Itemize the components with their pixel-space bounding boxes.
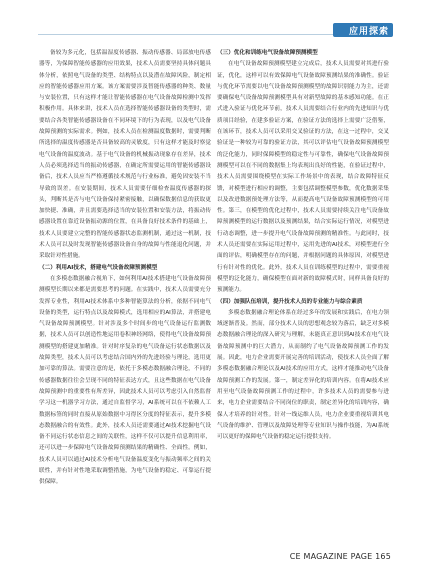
subheading: （四）加强队伍培训，提升技术人员的专业能力与综合素质 [217, 298, 363, 305]
right-column [217, 48, 389, 443]
paragraph: 多模态数据融合理论体系在经过多年的发展和实践后，在电力领域逐渐普及。然而，部分技术人员的思想观念较为落后，缺乏对多模态数据融合理论的深入研究与理解，未能真正意识到AI技术在电气设备故障预测中的巨大潜力，从而制约了电气设备故障预测工作的发展。因此，电力企业需要开展完善的培训活动，使技术人员全面了解多模态数据融合理论以及AI技术的应用方式，这样才能推动电气设备故障预测工作的发展。第一，制定差异化的培训内容。在将AI技术应用至电气设备故障预测工作的过程中，许多技术人员的需要参与进来，电力企业需要结合不同岗位的职责，制定差异化的培训内容，确保人才培养的针对性。针对一线运维人员，电力企业要重视培训其电气设备的维护、管理以及故障处理等专业知识与操作技能，为AI系统可以更好的保障电气设备的稳定运行提供支持。 [217, 309, 389, 441]
subheading: （三）优化和训练电气设备故障预测模型 [217, 50, 318, 56]
left-column [39, 48, 211, 489]
subheading: （二）利用AI技术，搭建电气设备故障预测模型 [39, 264, 158, 271]
paragraph: 在多模态数据融合视角下，如何利用AI技术搭建电气设备故障预测模型长期以来都是需要思考的问题。在实践中，技术人员需要充分发挥专业性，利用AI技术体系中多种智能算法的分析，依据不同电气设备的类型，运行特点以及故障模式，选用相应的AI算法，并搭建电气设备故障预测模型。针对涉及多个时间步的电气设备运行监测数据，技术人员可以创造性地运用卷积神经网络，使得电气设备故障预测模型的搭建更加精准。针对时序复杂的电气设备运行状态数据以及故障类型，技术人员可以考虑结合国内外的先进经验与理论，选用更加可靠的算法。需要注意的是，依托于多模态数据融合理论，不同的传感器数据往往会呈现不同的特征表达方式，且这些数据在电气设备故障预测中的重要性有所差异，因此技术人员可以考虑引入自然监督学习这一机器学习方法，通过自监督学习，AI系统可以在不依赖人工数据标签的同时直接从原始数据中习得区分度的特征表示，提升多模态数据融合的有效性。此外，技术人员还需要通过AI技术挖掘电气设备不同运行状态信息之间的关联性，这样不仅可以提升信息利用率，还可以进一步保障电气设备故障预测结果的精确性、全面性。例如，技术人员可以通过AI技术分析电气设备温度变化与振动频率之间的关联性，并有针对性地采取调整措施，为电气设备的稳定、可靠运行提供保障。 [39, 275, 211, 486]
page-footer: CE MAGAZINE PAGE 165 [289, 552, 391, 561]
paragraph: 在电气设备故障预测模型建立完成后，技术人员需要对其进行验证，优化，这样可以有效保障电气设备故障预测结果的准确性。验证与优化环节需要以电气设备故障预测模型的故障识别能力为主，还需要确保电气设备故障预测模型具有对新型故障的基本感知功能。在正式进入验证与优化环节前，技术人员需要结合行业内的先进知识与优质项目经验，在建多验证方案，在验证方法的选择上需要广泛借鉴，在该环节，技术人员可以采用交叉验证的方法，在这一过程中，交叉验证是一种较为可靠的验证方法，其可以评估电气设备故障预测模型的泛化能力，同时保障模型的稳定性与可靠性，确保电气设备故障预测模型可以在不同的数据集上均表现出良好的性能，在验证过程中，技术人员需要围绕模型在实际工作场景中的表现，结合故障特征反馈，对模型进行相应的调整，主要包括调整模型参数，优化数据采集以及改进数据预处理方法等，从而提高电气设备故障预测模型的可用性。第三，在模型的优化过程中，技术人员需要持续关注电气设备故障预测模型的运行数据以及预测结果，结合实际运行情况，对模型进行动态调整，进一步提升电气设备故障预测的精准性。与此同时，技术人员还需要在实际运用过程中，运用先进的AI技术，对模型进行全面的评估，明确模型存在的问题，并根据问题的具体原因，对模型进行有针对性的优化。此外，技术人员在训练模型的过程中，需要重视模型的泛化能力，确保模型在面对新的故障模式时，同样具备良好的预测能力。 [217, 61, 389, 294]
section-label: 应用探索 [348, 27, 389, 37]
paragraph: 备较为多元化，包括温湿度传感器、振动传感器、局部放电传感器等，为保障智能传感器的应用效果，技术人员需要坚持具体问题具体分析，依照电气设备的类型、结构特点以及潜在故障风险，制定相应的智能传感器应用方案。该方案需要涉及智能传感器的种类、数量与安装位置，只有这样才能让智能传感器在电气设备故障检测中发挥积极作用。具体来讲，技术人员在选择智能传感器设备的类型时，需要结合各类智能传感器设备在不同环境下的行为表现，以及电气设备故障预测的实际需求。例如，技术人员在检测温度数据时，需要判断所选择的温度传感器是否具备较高的灵敏度，只有这样才能及时察觉电气设备的温度波动。基于电气设备的机械振动现象存在差异，技术人员必须选择适当的振动传感器，在确定所需要运用的智能传感器设备后，技术人员应当严格遵循技术规范与行业标准，避免因安装不当导致的误差。在安装期间，技术人员需要仔细检查温度传感器的探头，判断其是否与电气设备保持紧密接触，以确保数据信息的获取更加快捷、准确，并且需要选择适当的安装位置和安装方法，将振动传感器设置在靠近设备振动源的位置，在具备良好技术条件的基础上，技术人员要建立完整的智能传感器状态监测机制，通过这一机制，技术人员可以及时发现智能传感器设备自身的故障与性能退化问题，并采取针对性措施。 [39, 50, 211, 260]
